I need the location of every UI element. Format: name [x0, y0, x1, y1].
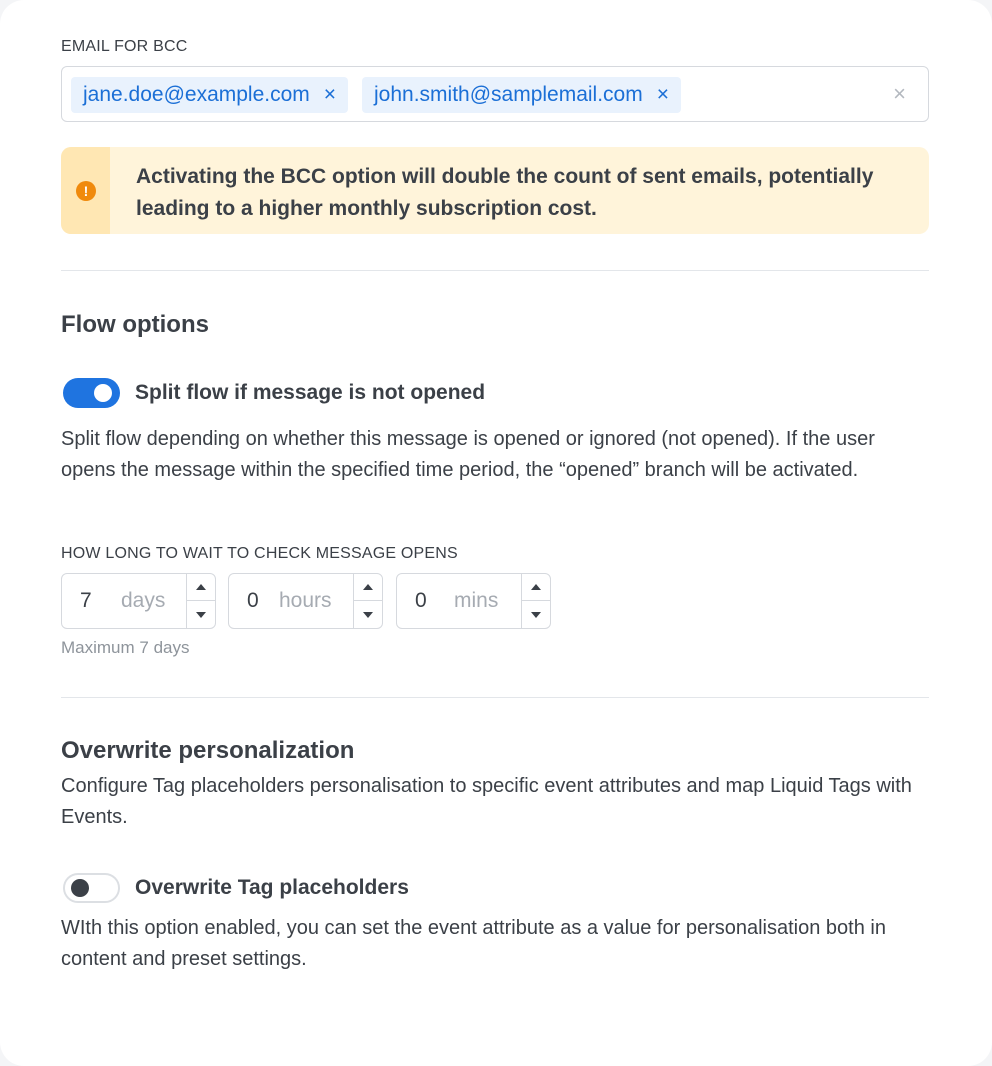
toggle-knob: [94, 384, 112, 402]
mins-stepper[interactable]: [396, 573, 551, 629]
split-flow-description: Split flow depending on whether this message is opened or ignored (not opened). If the user opens the message within the specified time period, the “opened” branch will be activated.: [61, 428, 875, 481]
overwrite-tag-toggle[interactable]: [63, 873, 120, 903]
email-chip: [71, 77, 348, 113]
personalization-description: Configure Tag placeholders personalisation to specific event attributes and map Liquid Tags with Events.: [61, 775, 912, 828]
arrow-up-icon: [531, 584, 541, 590]
hours-stepper[interactable]: [228, 573, 383, 629]
remove-chip-icon[interactable]: ×: [656, 83, 669, 106]
arrow-down-icon: [196, 612, 206, 618]
bcc-label: EMAIL FOR BCC: [61, 38, 188, 55]
mins-value[interactable]: 0: [415, 589, 427, 612]
divider: [61, 270, 929, 271]
hours-unit: hours: [279, 589, 332, 612]
email-chip-text: john.smith@samplemail.com: [374, 83, 643, 106]
split-flow-toggle[interactable]: [63, 378, 120, 408]
bcc-warning-alert: [61, 147, 929, 234]
days-stepper[interactable]: [61, 573, 216, 629]
remove-chip-icon[interactable]: ×: [323, 83, 337, 106]
email-chip-text: jane.doe@example.com: [83, 83, 310, 106]
days-value[interactable]: 7: [80, 589, 92, 612]
divider: [61, 697, 929, 698]
hours-value[interactable]: 0: [247, 589, 259, 612]
alert-strip: [61, 147, 110, 234]
alert-text: Activating the BCC option will double the count of sent emails, potentially leading to a higher monthly subscription cost.: [136, 165, 874, 220]
increment-button[interactable]: [354, 574, 382, 601]
clear-all-icon[interactable]: ×: [893, 81, 906, 106]
max-days-hint: Maximum 7 days: [61, 638, 190, 657]
wait-label: HOW LONG TO WAIT TO CHECK MESSAGE OPENS: [61, 545, 458, 562]
decrement-button[interactable]: [187, 601, 215, 628]
arrow-down-icon: [531, 612, 541, 618]
decrement-button[interactable]: [522, 601, 550, 628]
toggle-knob: [71, 879, 89, 897]
email-chip: [362, 77, 681, 113]
arrow-up-icon: [363, 584, 373, 590]
increment-button[interactable]: [522, 574, 550, 601]
days-arrows: [186, 574, 215, 628]
mins-arrows: [521, 574, 550, 628]
overwrite-tag-description: WIth this option enabled, you can set the event attribute as a value for personalisation both in content and preset settings.: [61, 917, 886, 970]
decrement-button[interactable]: [354, 601, 382, 628]
hours-arrows: [353, 574, 382, 628]
arrow-up-icon: [196, 584, 206, 590]
days-unit: days: [121, 589, 166, 612]
overwrite-tag-toggle-label: Overwrite Tag placeholders: [135, 876, 409, 899]
mins-unit: mins: [454, 589, 499, 612]
arrow-down-icon: [363, 612, 373, 618]
bcc-email-input[interactable]: [61, 66, 929, 122]
increment-button[interactable]: [187, 574, 215, 601]
flow-options-title: Flow options: [61, 311, 209, 338]
warning-icon: !: [76, 181, 96, 201]
overwrite-personalization-title: Overwrite personalization: [61, 737, 355, 764]
split-flow-toggle-label: Split flow if message is not opened: [135, 381, 486, 404]
